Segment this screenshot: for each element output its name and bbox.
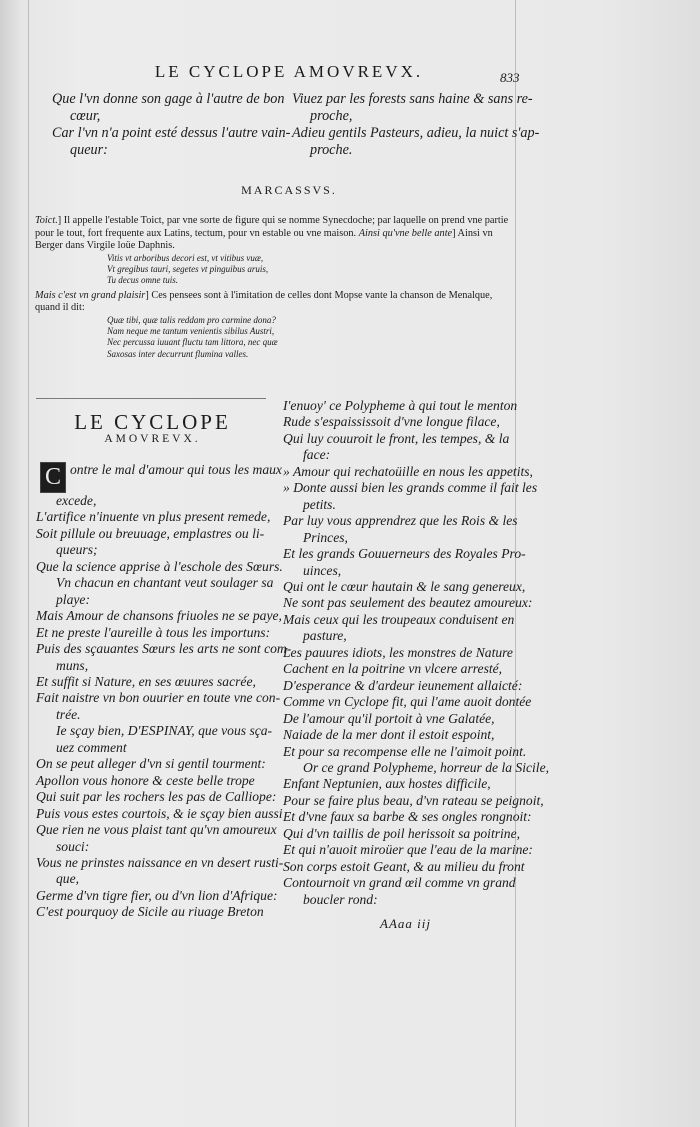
verse-line: Car l'vn n'a point esté dessus l'autre vain- [52, 125, 291, 141]
poem-line: muns, [56, 657, 89, 673]
verse-line: Adieu gentils Pasteurs, adieu, la nuict s'ap- [292, 125, 540, 141]
poem-line: Rude s'espaississoit d'vne longue filace, [283, 414, 500, 430]
commentary-text: ] Ces pensees sont à l'imitation de celles dont Mopse vante la chanson de Menalque, quand il dit: [35, 289, 493, 314]
poem-line: Puis des sçauantes Sœurs les arts ne sont com- [36, 641, 292, 657]
verse-column [292, 142, 524, 159]
poem-line: Qui suit par les rochers les pas de Calliope: [36, 789, 277, 805]
verse-column [52, 91, 284, 108]
poem-line: Naiade de la mer dont il estoit espoint, [283, 727, 495, 743]
poem-subtitle: AMOVREVX. [104, 433, 201, 445]
poem-line: excede, [56, 493, 97, 508]
poem-line: Vous ne prinstes naissance en vn desert rusti- [36, 854, 284, 870]
poem-line: On se peut alleger d'vn si gentil tourment: [36, 756, 266, 772]
verse-line: Que l'vn donne son gage à l'autre de bon [52, 91, 285, 107]
signature-mark: AAaa iij [380, 916, 431, 931]
poem-line: I'enuoy' ce Polypheme à qui tout le menton [283, 398, 518, 413]
verse-row [52, 142, 524, 159]
poem-line-text: ontre le mal d'amour qui tous les maux [70, 462, 282, 477]
poem-line: Qui ont le cœur hautain & le sang genereux, [283, 578, 526, 594]
poem-line [36, 462, 282, 493]
verse-line: Viuez par les forests sans haine & sans re- [292, 91, 533, 107]
verse-column [52, 108, 284, 125]
poem-line: Et les grands Gouuerneurs des Royales Pro- [283, 546, 526, 562]
poem-line: Fait naistre vn bon ouurier en toute vne con- [36, 690, 281, 706]
poem-line: D'esperance & d'ardeur ieunement allaicté: [283, 677, 523, 693]
poem-right-column [283, 398, 550, 908]
poem-line: Et suffit si Nature, en ses œuures sacrée, [36, 673, 256, 689]
commentary-lemma: Ainsi qu'vne belle ante [358, 227, 453, 239]
poem-line: Pour se faire plus beau, d'vn rateau se peignoit, [283, 792, 544, 808]
poem-line: petits. [303, 496, 336, 512]
commentary-lemma: Mais c'est vn grand plaisir [35, 289, 146, 301]
poem-line: souci: [56, 838, 90, 854]
poem-line: Ne sont pas seulement des beautez amoureux: [283, 595, 533, 611]
verse-column [52, 125, 291, 142]
verse-row [52, 125, 540, 142]
section-divider [36, 398, 266, 399]
commentary-text: ] Il appelle l'estable Toict, par vne sorte de figure qui se nomme Synecdoche; par laquelle on prend vne partie pour le tout, fort frequente aux Latins, tectum, pour vn estable ou vne maison. [35, 215, 509, 239]
commentary-paragraph [35, 215, 515, 253]
verse-line: proche. [310, 142, 353, 158]
poem-line: uinces, [303, 562, 342, 578]
poem-line: L'artifice n'inuente vn plus present remede, [36, 509, 271, 525]
quotation-line: Vt gregibus tauri, segetes vt pinguibus aruis, [107, 264, 269, 275]
poem-line: Or ce grand Polypheme, horreur de la Sicile, [303, 759, 550, 775]
poem-line: que, [56, 871, 80, 887]
poem-line: Vn chacun en chantant veut soulager sa [56, 575, 274, 591]
poem-line: Qui luy couuroit le front, les tempes, & la [283, 430, 510, 446]
verse-line: queur: [70, 142, 108, 158]
poem-line: » Amour qui rechatoüille en nous les appetits, [283, 463, 533, 479]
poem-line: Et d'vne faux sa barbe & ses ongles rongnoit: [283, 809, 532, 825]
poem-line: face: [303, 447, 331, 463]
verse-row [52, 91, 533, 108]
drop-cap-initial: C [40, 462, 66, 493]
latin-quotation [107, 253, 515, 287]
poem-line: Soit pillule ou breuuage, emplastres ou li- [36, 525, 265, 541]
poem-line: » Donte aussi bien les grands comme il fait les [283, 480, 538, 496]
quotation-line: Vitis vt arboribus decori est, vt vitibus vuæ, [107, 252, 264, 263]
quotation-line: Tu decus omne tuis. [107, 275, 178, 286]
poem-line: Cachent en la poitrine vn vlcere arresté, [283, 661, 503, 677]
poem-line: pasture, [303, 628, 347, 644]
poem-line: boucler rond: [303, 891, 378, 907]
verse-column [292, 108, 524, 125]
poem-line: Par luy vous apprendrez que les Rois & les [283, 513, 518, 529]
running-header: LE CYCLOPE AMOVREVX. [154, 62, 424, 81]
quotation-line: Quæ tibi, quæ talis reddam pro carmine dona? [107, 314, 276, 325]
poem-line: Les pauures idiots, les monstres de Nature [283, 644, 513, 660]
poem-line: Son corps estoit Geant, & au milieu du front [283, 858, 525, 874]
poem-line: Mais Amour de chansons friuoles ne se paye, [36, 608, 282, 624]
verse-line: cœur, [70, 108, 101, 124]
page-number: 833 [500, 70, 520, 85]
commentary-block [35, 215, 515, 363]
poem-line: C'est pourquoy de Sicile au riuage Breton [36, 904, 264, 920]
poem-line: Puis vous estes courtois, & ie sçay bien aussi [36, 805, 283, 821]
verse-column [292, 91, 533, 108]
quotation-line: Saxosas inter decurrunt flumina valles. [107, 348, 249, 359]
poem-line: Enfant Neptunien, aux hostes difficile, [283, 776, 491, 792]
poem-line: Que la science apprise à l'eschole des Sœurs. [36, 558, 283, 574]
latin-quotation [107, 315, 515, 360]
poem-line: uez comment [56, 739, 127, 755]
verse-column [292, 125, 540, 142]
poem-line: trée. [56, 706, 81, 722]
commentary-lemma: Toict. [35, 215, 58, 226]
commentary-text: ] Ainsi vn Berger dans Virgile loüe Daphnis. [35, 227, 493, 252]
poem-line: De l'amour qu'il portoit à vne Galatée, [283, 710, 495, 726]
verse-column [52, 142, 284, 159]
poem-line: Ie sçay bien, D'ESPINAY, que vous sça- [56, 723, 273, 739]
poem-line: Mais ceux qui les troupeaux conduisent en [283, 611, 515, 627]
poem-line: Comme vn Cyclope fit, qui l'ame auoit dontée [283, 694, 532, 710]
commentary-heading: MARCASSVS. [241, 183, 337, 197]
poem-line: Princes, [303, 529, 348, 545]
poem-line: playe: [56, 591, 90, 607]
preceding-verse-block [52, 91, 540, 159]
poem-line: Et ne preste l'aureille à tous les importuns: [36, 624, 271, 640]
poem-line: Et pour sa recompense elle ne l'aimoit point. [283, 743, 527, 759]
poem-left-column [36, 462, 292, 921]
quotation-line: Nam neque me tantum venientis sibilus Austri, [107, 326, 275, 337]
poem-line: Apollon vous honore & ceste belle trope [36, 772, 255, 788]
poem-line: queurs; [56, 542, 98, 558]
page-margin-line [28, 0, 29, 1127]
poem-line: Et qui n'auoit miroüer que l'eau de la marine: [283, 842, 533, 858]
verse-row [52, 108, 524, 125]
poem-line: Germe d'vn tigre fier, ou d'vn lion d'Afrique: [36, 887, 278, 903]
quotation-line: Nec percussa iuuant fluctu tam littora, nec quæ [107, 337, 278, 348]
poem-title: LE CYCLOPE [74, 410, 231, 434]
commentary-paragraph [35, 290, 515, 315]
poem-line: Contournoit vn grand œil comme vn grand [283, 875, 516, 891]
verse-line: proche, [310, 108, 353, 124]
poem-line: Qui d'vn taillis de poil herissoit sa poitrine, [283, 825, 521, 841]
poem-line: Que rien ne vous plaist tant qu'vn amoureux [36, 822, 277, 838]
